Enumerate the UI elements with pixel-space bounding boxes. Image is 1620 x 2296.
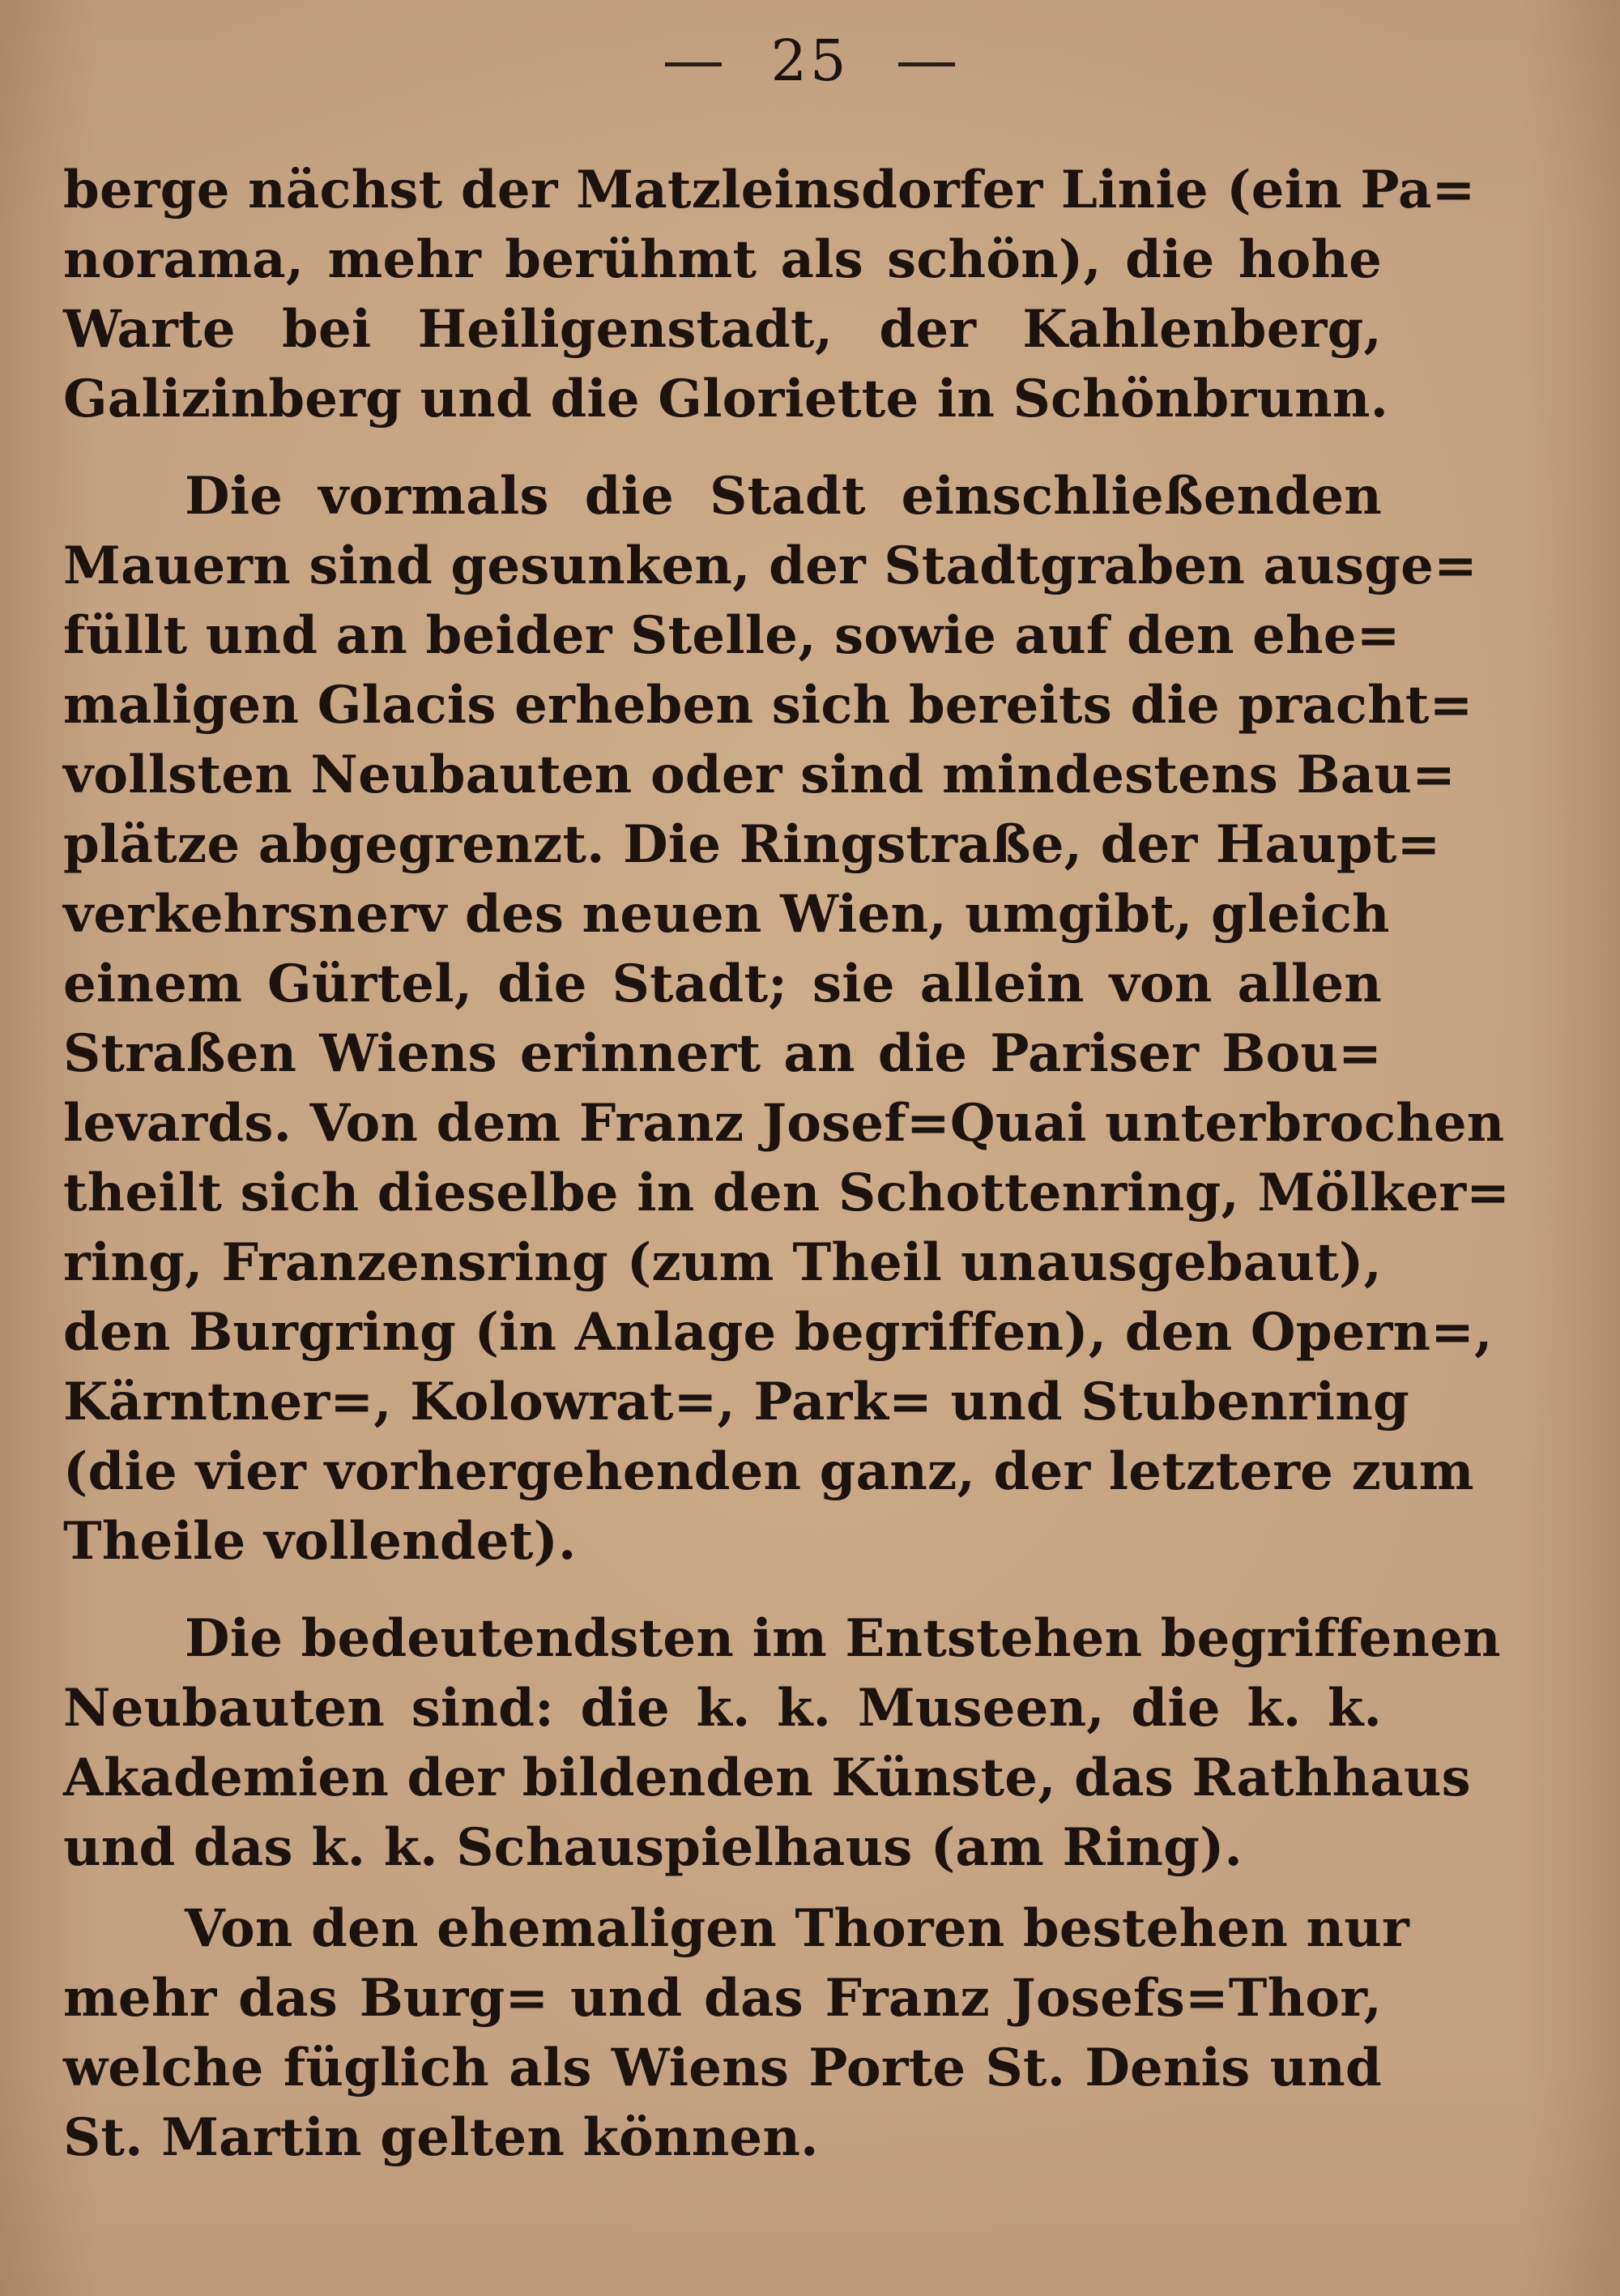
paragraph-2: [63, 462, 1511, 1577]
page-number: 25: [770, 28, 850, 94]
text-line: einem Gürtel, die Stadt; sie allein von allen: [63, 954, 1382, 1014]
text-line: levards. Von dem Franz Josef=Quai unterbrochen: [63, 1093, 1505, 1154]
left-dash: [665, 62, 722, 66]
paragraph-1: [63, 156, 1476, 434]
text-line: ring, Franzensring (zum Theil unausgebaut),: [63, 1232, 1382, 1293]
text-line: Kärntner=, Kolowrat=, Park= und Stubenring: [63, 1372, 1409, 1432]
text-line: berge nächst der Matzleinsdorfer Linie (ein Pa=: [63, 160, 1476, 220]
text-line: welche füglich als Wiens Porte St. Denis und: [63, 2038, 1382, 2098]
paragraph-spacer: [63, 1883, 1382, 1894]
text-line: Straßen Wiens erinnert an die Pariser Bou=: [63, 1023, 1382, 1084]
text-line: Die bedeutendsten im Entstehen begriffenen: [185, 1608, 1501, 1669]
text-line: verkehrsnerv des neuen Wien, umgibt, gleich: [63, 884, 1390, 945]
body-text: [63, 156, 1511, 2173]
text-line: Von den ehemaligen Thoren bestehen nur: [185, 1898, 1409, 1959]
text-line: Die vormals die Stadt einschließenden: [185, 466, 1382, 527]
text-line: Theile vollendet).: [63, 1511, 577, 1572]
text-line: Akademien der bildenden Künste, das Rathhaus: [63, 1748, 1471, 1808]
text-line: mehr das Burg= und das Franz Josefs=Thor,: [63, 1968, 1382, 2029]
text-line: den Burgring (in Anlage begriffen), den Opern=,: [63, 1302, 1493, 1363]
text-line: füllt und an beider Stelle, sowie auf den ehe=: [63, 605, 1400, 666]
text-line: norama, mehr berühmt als schön), die hohe: [63, 229, 1382, 290]
text-line: vollsten Neubauten oder sind mindestens Bau=: [63, 745, 1456, 805]
paragraph-3: [63, 1604, 1501, 1883]
text-line: St. Martin gelten können.: [63, 2107, 819, 2168]
paragraph-spacer: [63, 434, 1382, 462]
text-line: theilt sich dieselbe in den Schottenring, Mölker=: [63, 1163, 1511, 1223]
page-number-header: [0, 24, 1620, 97]
text-line: plätze abgegrenzt. Die Ringstraße, der Haupt=: [63, 814, 1441, 875]
text-line: (die vier vorhergehenden ganz, der letztere zum: [63, 1441, 1474, 1502]
text-line: Warte bei Heiligenstadt, der Kahlenberg,: [63, 299, 1382, 360]
text-line: maligen Glacis erheben sich bereits die pracht=: [63, 675, 1473, 736]
paragraph-4: [63, 1894, 1409, 2173]
right-dash: [898, 62, 955, 66]
text-line: Mauern sind gesunken, der Stadtgraben ausge=: [63, 536, 1477, 596]
text-line: Galizinberg und die Gloriette in Schönbrunn.: [63, 369, 1389, 429]
paragraph-spacer: [63, 1577, 1382, 1604]
text-line: und das k. k. Schauspielhaus (am Ring).: [63, 1817, 1243, 1878]
text-line: Neubauten sind: die k. k. Museen, die k. k.: [63, 1678, 1382, 1739]
